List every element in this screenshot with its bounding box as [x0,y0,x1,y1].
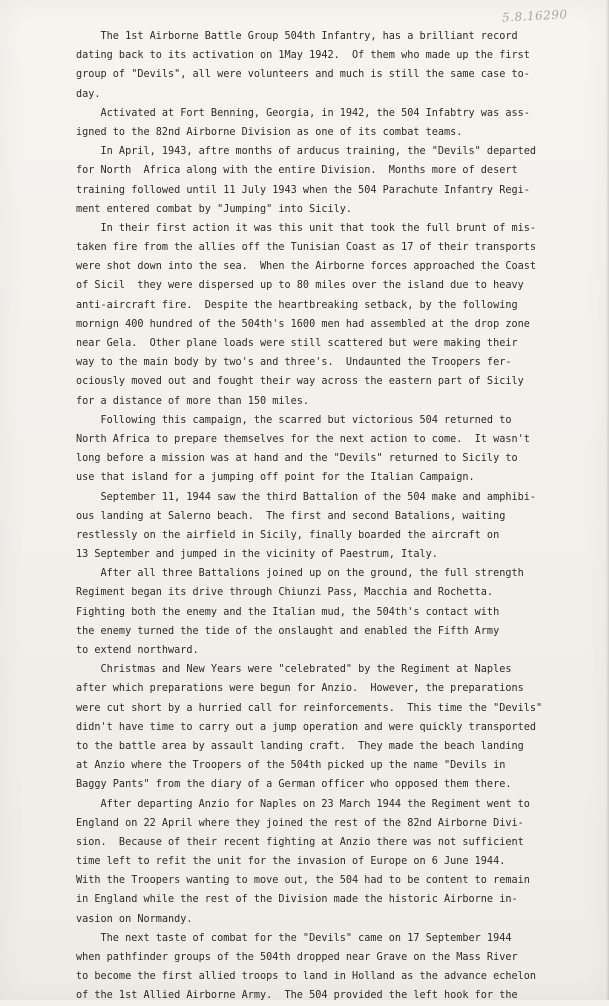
text-line: vasion on Normandy. [76,913,193,925]
text-line: In April, 1943, aftre months of arducus training, the "Devils" departed [76,146,537,158]
text-line: igned to the 82nd Airborne Division as one of its combat teams. [76,126,463,138]
text-line: group of "Devils", all were volunteers and much is still the same case to- [76,69,530,81]
text-line: use that island for a jumping off point for the Italian Campaign. [76,472,475,484]
document-body [76,27,596,1006]
text-line: for North Africa along with the entire Division. Months more of desert [76,165,518,177]
text-line: The 1st Airborne Battle Group 504th Infantry, has a brilliant record [76,31,518,42]
text-line: sion. Because of their recent fighting at Anzio there was not sufficient [76,836,524,848]
text-line: dating back to its activation on 1May 1942. Of them who made up the first [76,50,530,62]
text-line: day. [76,88,101,100]
text-line: for a distance of more than 150 miles. [76,395,310,407]
text-line: ment entered combat by "Jumping" into Sicily. [76,203,353,215]
text-line: After all three Battalions joined up on the ground, the full strength [76,568,524,580]
text-line: North Africa to prepare themselves for the next action to come. It wasn't [76,433,530,445]
text-line: England on 22 April where they joined the rest of the 82nd Airborne Divi- [76,817,524,829]
text-line: 13 September and jumped in the vicinity of Paestrum, Italy. [76,549,438,561]
text-line: After departing Anzio for Naples on 23 March 1944 the Regiment went to [76,798,530,810]
text-line: The next taste of combat for the "Devils" came on 17 September 1944 [76,932,512,944]
text-line: anti-aircraft fire. Despite the heartbreaking setback, by the following [76,299,518,311]
text-line: Following this campaign, the scarred but victorious 504 returned to [76,414,512,426]
text-line: Christmas and New Years were "celebrated" by the Regiment at Naples [76,664,512,676]
text-line: to the battle area by assault landing craft. They made the beach landing [76,740,524,752]
text-line: were cut short by a hurried call for reinforcements. This time the "Devils" [76,702,543,714]
text-line: Fighting both the enemy and the Italian mud, the 504th's contact with [76,606,500,618]
text-line: taken fire from the allies off the Tunisian Coast as 17 of their transports [76,242,537,254]
text-line: long before a mission was at hand and the "Devils" returned to Sicily to [76,453,518,465]
handwritten-annotation: 5.8.16290 [501,7,568,25]
text-line: way to the main body by two's and three's. Undaunted the Troopers fer- [76,357,512,369]
text-line: after which preparations were begun for Anzio. However, the preparations [76,683,524,695]
text-line: September 11, 1944 saw the third Battalion of the 504 make and amphibi- [76,491,537,503]
text-line: to become the first allied troops to land in Holland as the advance echelon [76,971,537,983]
text-line: the enemy turned the tide of the onslaught and enabled the Fifth Army [76,625,500,637]
text-line: when pathfinder groups of the 504th dropped near Grave on the Mass River [76,952,518,963]
text-line: near Gela. Other plane loads were still scattered but were making their [76,338,518,349]
text-line: in England while the rest of the Division made the historic Airborne in- [76,894,518,906]
text-line: Baggy Pants" from the diary of a German officer who opposed them there. [76,779,512,791]
text-line: of the 1st Allied Airborne Army. The 504 provided the left hook for the [76,990,518,1002]
text-line: didn't have time to carry out a jump operation and were quickly transported [76,721,537,733]
text-line: mornign 400 hundred of the 504th's 1600 men had assembled at the drop zone [76,318,530,330]
text-line: Regiment began its drive through Chiunzi Pass, Macchia and Rochetta. [76,587,494,599]
text-line: of Sicil they were dispersed up to 80 miles over the island due to heavy [76,280,524,292]
text-line: at Anzio where the Troopers of the 504th picked up the name "Devils in [76,760,506,772]
text-line: In their first action it was this unit that took the full brunt of mis- [76,222,537,234]
text-line: were shot down into the sea. When the Airborne forces approached the Coast [76,261,537,273]
text-line: time left to refit the unit for the invasion of Europe on 6 June 1944. [76,856,506,868]
text-line: With the Troopers wanting to move out, the 504 had to be content to remain [76,875,530,887]
text-line: restlessly on the airfield in Sicily, finally boarded the aircraft on [76,529,500,541]
text-line: ociously moved out and fought their way across the eastern part of Sicily [76,376,524,388]
text-line: ous landing at Salerno beach. The first and second Batalions, waiting [76,510,506,522]
text-line: to extend northward. [76,645,199,656]
text-line: Activated at Fort Benning, Georgia, in 1942, the 504 Infabtry was ass- [76,107,530,119]
text-line: training followed until 11 July 1943 when the 504 Parachute Infantry Regi- [76,184,530,196]
